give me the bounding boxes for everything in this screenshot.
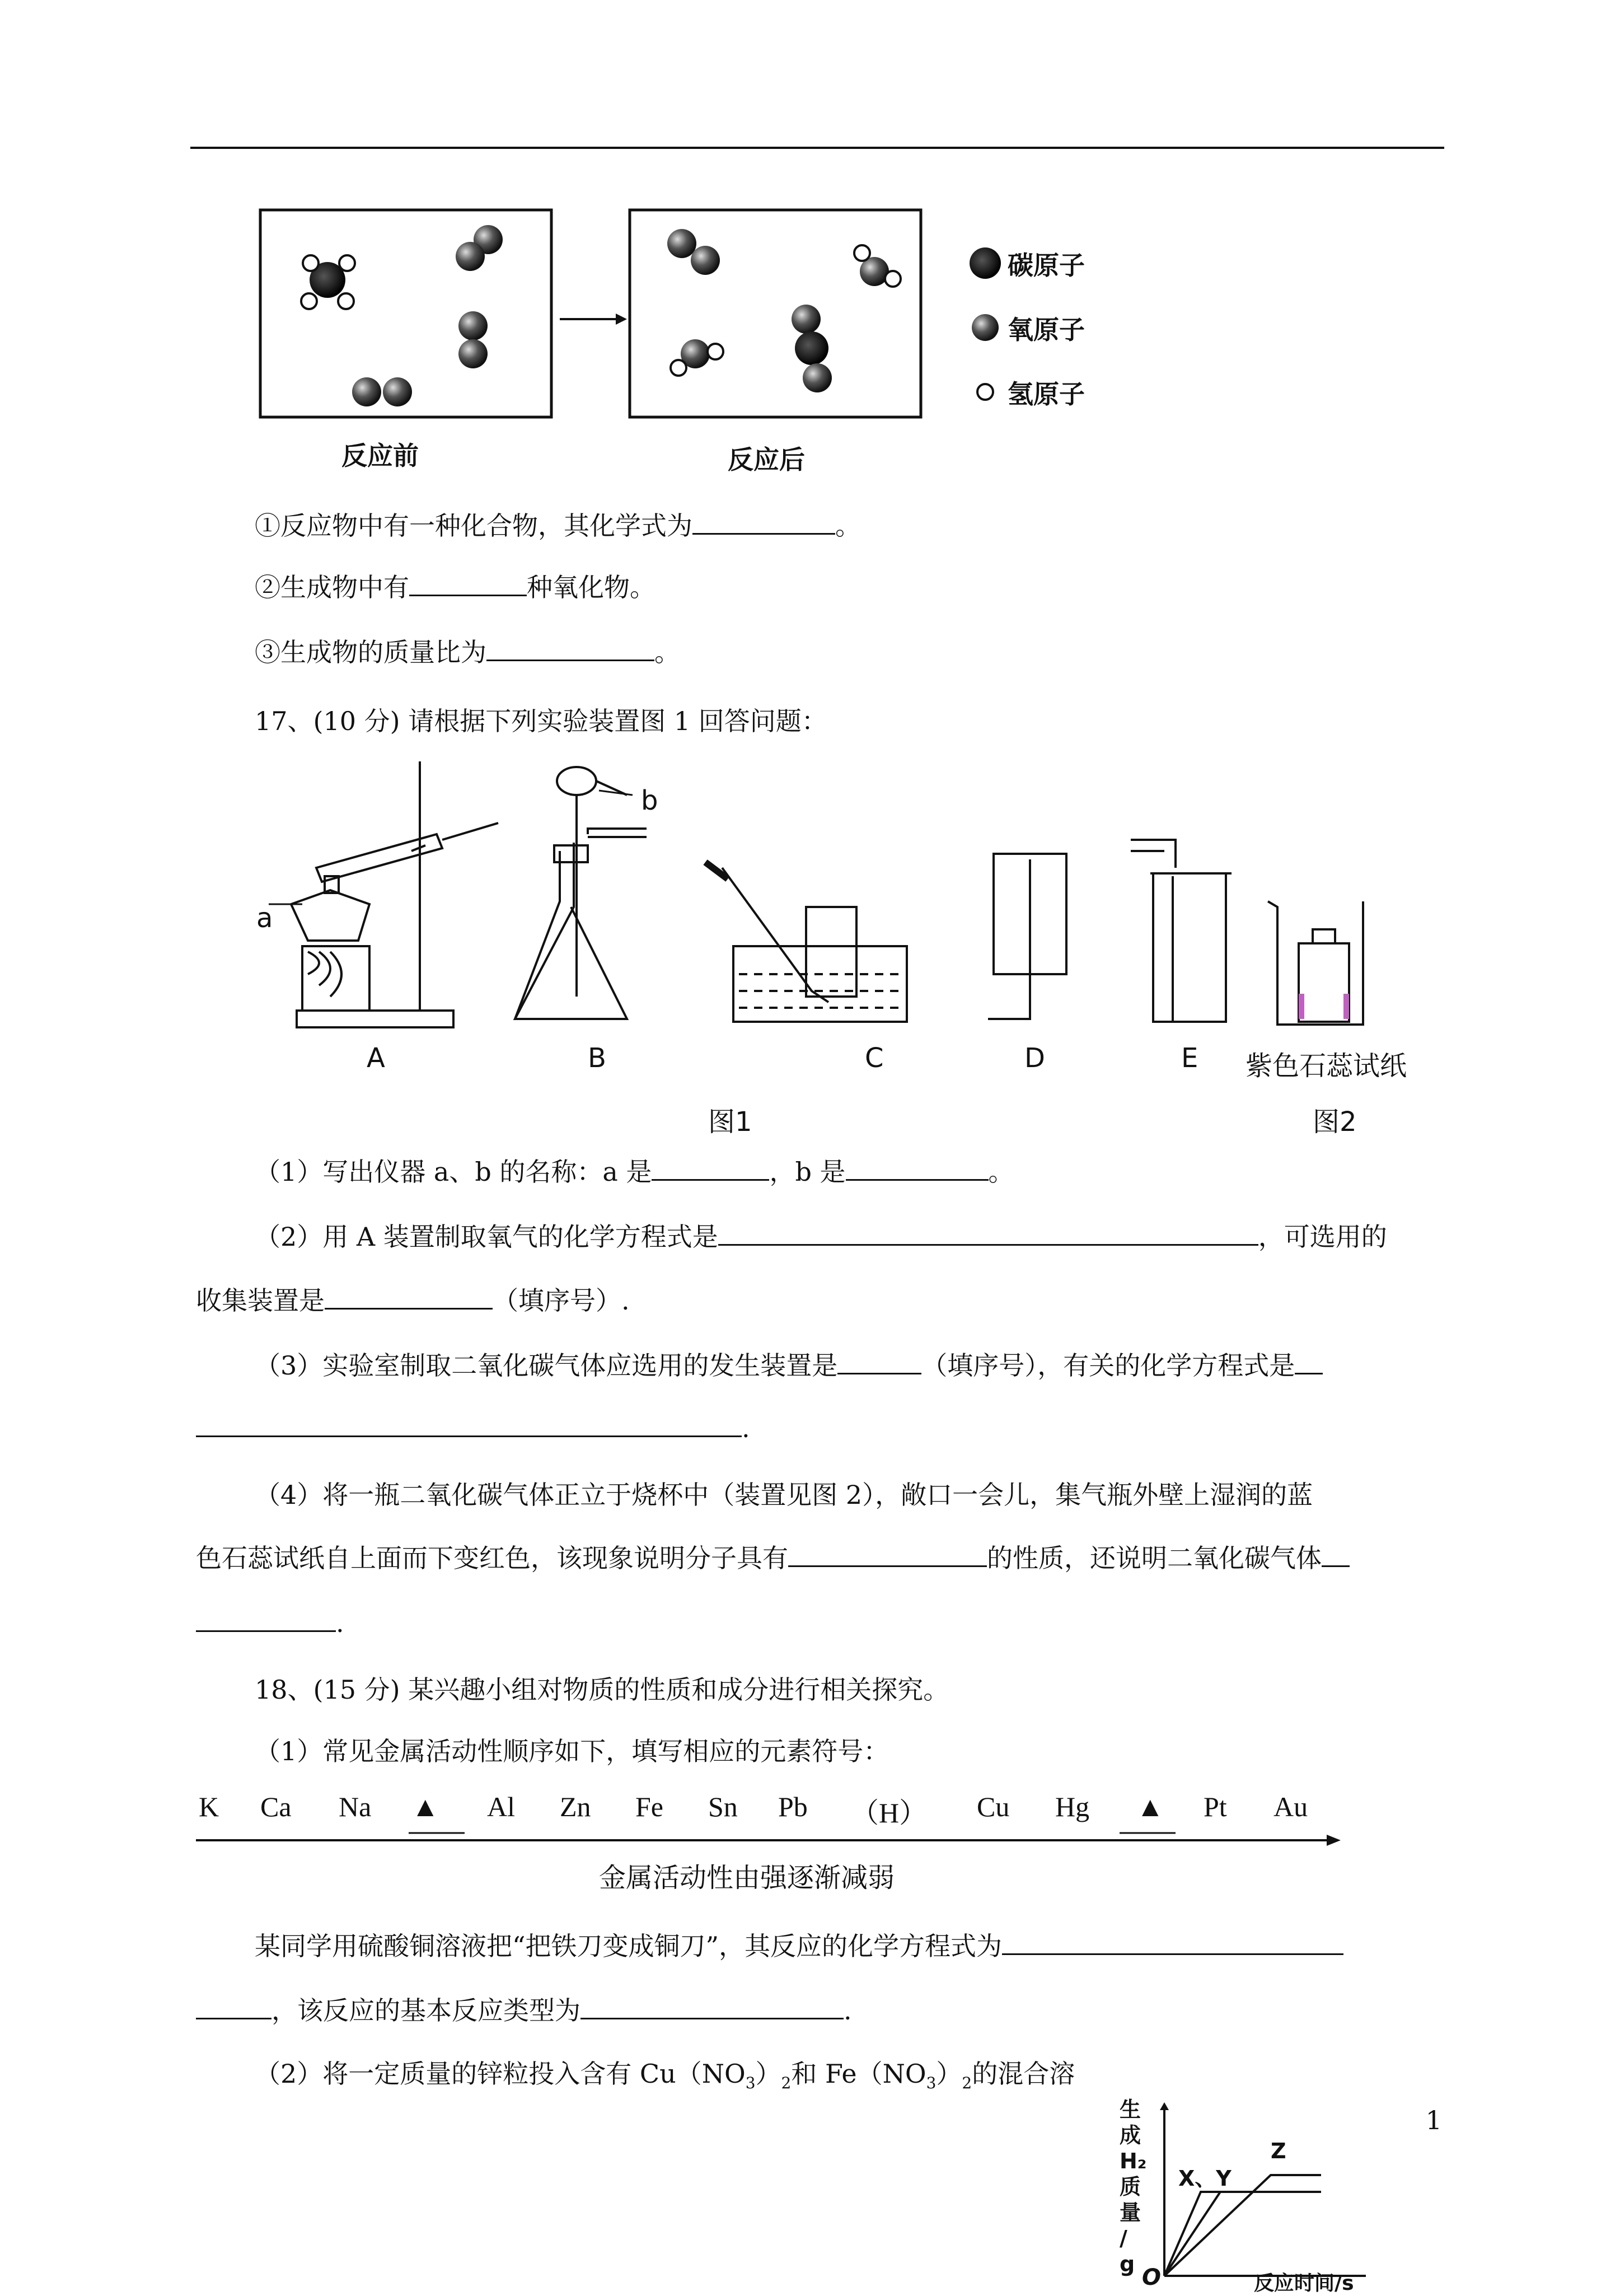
apparatus-C: C — [865, 1042, 884, 1074]
metal-Ca: Ca — [260, 1791, 292, 1822]
metal-blank-1: ▲ — [411, 1791, 439, 1822]
fig2-caption: 紫色石蕊试纸 — [1246, 1050, 1407, 1082]
metal-Al: Al — [487, 1791, 515, 1822]
apparatus-D: D — [1024, 1042, 1045, 1074]
q17-p2: （2）用 A 装置制取氧气的化学方程式是 ，可选用的 — [255, 1219, 1444, 1254]
before-label: 反应前 — [341, 441, 419, 471]
q17-stem: 17、(10 分) 请根据下列实验装置图 1 回答问题： — [255, 706, 827, 736]
q16-item2: ②生成物中有 种氧化物。 — [255, 570, 656, 604]
metal-Cu: Cu — [977, 1791, 1010, 1822]
arrow-caption: 金属活动性由强逐渐减弱 — [599, 1862, 895, 1893]
graph-origin: O — [1142, 2265, 1162, 2290]
metal-Pt: Pt — [1204, 1791, 1227, 1822]
q18-p2: （2）将一定质量的锌粒投入含有 $Cu(NO_3)_2$和 $Fe(NO_3)_2$的混合溶 — [255, 2059, 1075, 2093]
q18-p1: （1）常见金属活动性顺序如下，填写相应的元素符号： — [255, 1736, 889, 1766]
apparatus-figure — [246, 756, 1444, 1047]
metal-Au: Au — [1273, 1791, 1308, 1822]
q16-item1: ①反应物中有一种化合物，其化学式为 。 — [255, 508, 861, 543]
legend-carbon: 碳原子 — [1008, 250, 1085, 280]
metal-K: K — [199, 1791, 219, 1822]
q17-p4-end: . — [196, 1606, 344, 1640]
q18-stem: 18、(15 分) 某兴趣小组对物质的性质和成分进行相关探究。 — [255, 1675, 949, 1705]
legend-hydrogen: 氢原子 — [1008, 379, 1085, 409]
metal-Pb: Pb — [778, 1791, 808, 1822]
metal-Na: Na — [339, 1791, 372, 1822]
label-b: b — [641, 785, 658, 816]
metal-Hg: Hg — [1055, 1791, 1090, 1822]
metal-H: （H） — [851, 1797, 928, 1829]
page-number: 1 — [1425, 2105, 1442, 2135]
q17-p4: （4）将一瓶二氧化碳气体正立于烧杯中（装置见图 2），敞口一会儿，集气瓶外壁上湿润的蓝 — [255, 1480, 1313, 1510]
graph-xlabel: 反应时间/s — [1254, 2272, 1354, 2295]
q17-p2-cont: 收集装置是 （填序号）. — [196, 1283, 630, 1317]
metal-Zn: Zn — [560, 1791, 591, 1822]
fig1-label: 图1 — [708, 1106, 752, 1138]
legend-oxygen: 氧原子 — [1008, 315, 1085, 345]
q18-p1b: 某同学用硫酸铜溶液把“把铁刀变成铜刀”，其反应的化学方程式为 — [255, 1929, 1444, 1963]
activity-arrow — [196, 1832, 1343, 1849]
apparatus-E: E — [1181, 1042, 1198, 1074]
label-a: a — [256, 902, 273, 934]
fig2-label: 图2 — [1313, 1106, 1357, 1138]
q17-p3-cont: . — [196, 1411, 750, 1445]
q17-p3: （3）实验室制取二氧化碳气体应选用的发生装置是 （填序号），有关的化学方程式是 — [255, 1348, 1323, 1382]
q16-item3: ③生成物的质量比为 。 — [255, 635, 680, 669]
apparatus-B: B — [588, 1042, 606, 1074]
apparatus-A: A — [367, 1042, 385, 1074]
graph-ylabel: 生 成 H₂ 质 量 / g — [1120, 2097, 1147, 2276]
h2-graph — [1153, 2102, 1388, 2287]
q17-p1: （1）写出仪器 a、b 的名称：a 是 ，b 是 。 — [255, 1154, 1014, 1189]
metal-blank-2: ▲ — [1136, 1791, 1164, 1822]
metal-Fe: Fe — [635, 1791, 663, 1822]
q18-p1b-cont: ，该反应的基本反应类型为 . — [196, 1993, 852, 2027]
q17-p4-cont: 色石蕊试纸自上面而下变红色，该现象说明分子具有 的性质，还说明二氧化碳气体 — [196, 1541, 1350, 1575]
metal-Sn: Sn — [708, 1791, 738, 1822]
curve-label-z: Z — [1271, 2139, 1286, 2163]
header-rule — [190, 147, 1444, 149]
curve-label-xy: X、Y — [1178, 2166, 1232, 2191]
after-label: 反应后 — [728, 445, 805, 475]
